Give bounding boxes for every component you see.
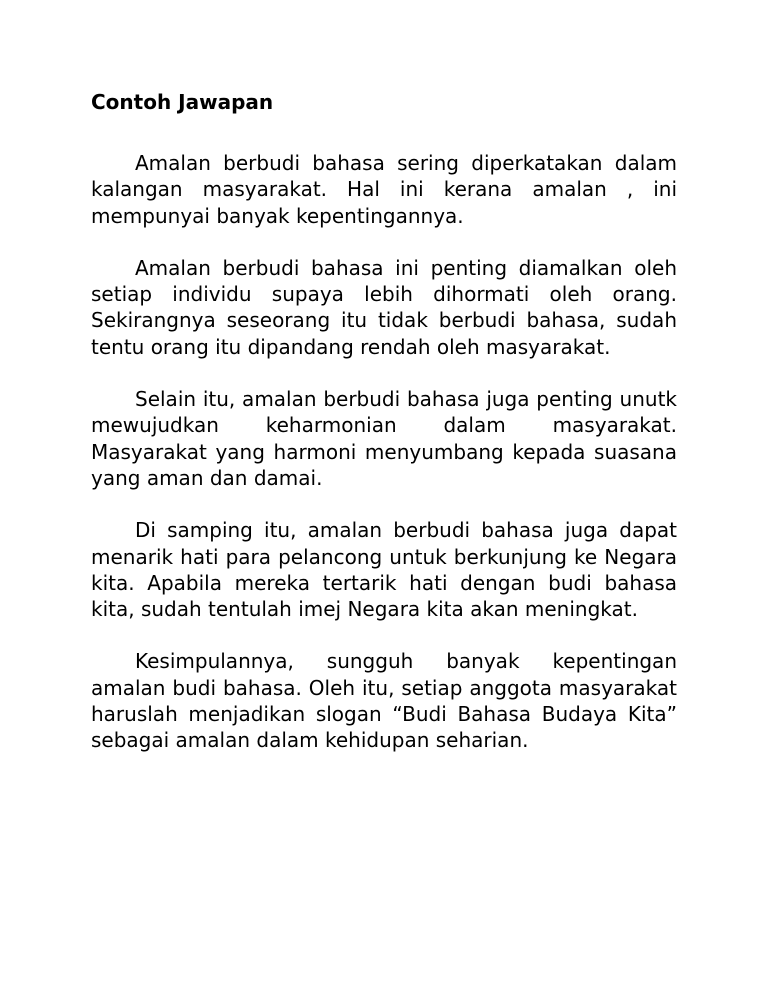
paragraph-conclusion: Kesimpulannya, sungguh banyak kepentingan amalan budi bahasa. Oleh itu, setiap anggota masyarakat haruslah menjadikan slogan “Budi Bahasa Budaya Kita” sebagai amalan dalam kehidupan seharian. <box>91 649 677 753</box>
document-heading: Contoh Jawapan <box>91 90 274 114</box>
paragraph-intro: Amalan berbudi bahasa sering diperkatakan dalam kalangan masyarakat. Hal ini kerana amalan , ini mempunyai banyak kepentingannya. <box>91 151 677 228</box>
document-body <box>91 88 677 780</box>
paragraph-point-3: Di samping itu, amalan berbudi bahasa juga dapat menarik hati para pelancong untuk berkunjung ke Negara kita. Apabila mereka tertarik hati dengan budi bahasa kita, sudah tentulah imej Negara kita akan meningkat. <box>91 518 677 622</box>
paragraph-point-1: Amalan berbudi bahasa ini penting diamalkan oleh setiap individu supaya lebih dihormati oleh orang. Sekirangnya seseorang itu tidak berbudi bahasa, sudah tentu orang itu dipandang rendah oleh masyarakat. <box>91 255 677 359</box>
paragraph-point-2: Selain itu, amalan berbudi bahasa juga penting unutk mewujudkan keharmonian dalam masyarakat. Masyarakat yang harmoni menyumbang kepada suasana yang aman dan damai. <box>91 387 677 490</box>
